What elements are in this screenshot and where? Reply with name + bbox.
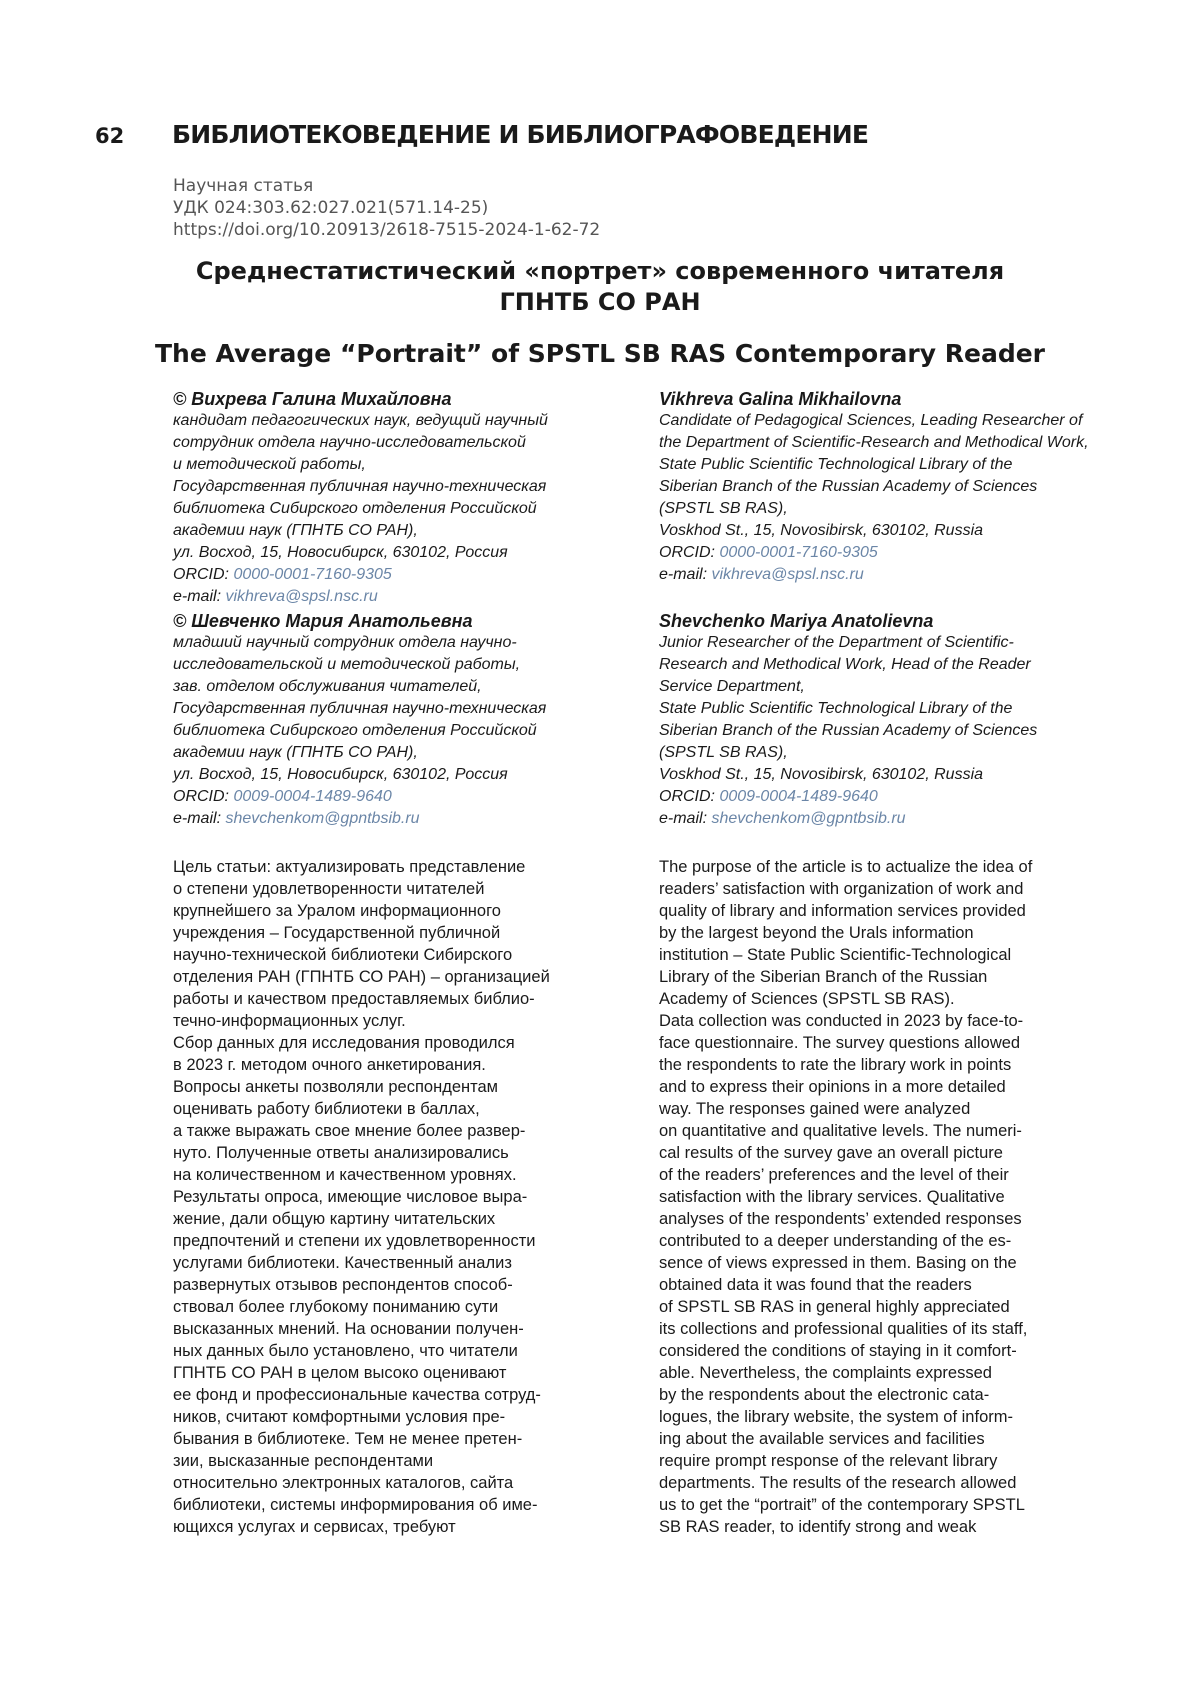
- abstract-line: ствовал более глубокому пониманию сути: [173, 1296, 618, 1318]
- author-email: [659, 564, 1109, 586]
- author-affiliation-line: (SPSTL SB RAS),: [659, 742, 1109, 764]
- author-affiliation-line: академии наук (ГПНТБ СО РАН),: [173, 742, 618, 764]
- author-affiliation-line: Research and Methodical Work, Head of the Reader: [659, 654, 1109, 676]
- abstract-line: SB RAS reader, to identify strong and weak: [659, 1516, 1109, 1538]
- orcid-label: ORCID:: [659, 544, 719, 561]
- abstract-line: бывания в библиотеке. Тем не менее претен-: [173, 1428, 618, 1450]
- abstract-line: satisfaction with the library services. Qualitative: [659, 1186, 1109, 1208]
- article-type: Научная статья: [173, 175, 600, 197]
- article-meta: [173, 175, 600, 241]
- author-affiliation-line: (SPSTL SB RAS),: [659, 498, 1109, 520]
- author-email: [659, 808, 1109, 830]
- abstract-line: о степени удовлетворенности читателей: [173, 878, 618, 900]
- author-affiliation-line: ул. Восход, 15, Новосибирск, 630102, Россия: [173, 764, 618, 786]
- abstract-line: institution – State Public Scientific-Technological: [659, 944, 1109, 966]
- abstract-line: зии, высказанные респондентами: [173, 1450, 618, 1472]
- author-affiliation-line: и методической работы,: [173, 454, 618, 476]
- abstract-line: в 2023 г. методом очного анкетирования.: [173, 1054, 618, 1076]
- title-ru-line-2: ГПНТБ СО РАН: [120, 287, 1080, 318]
- abstract-line: отделения РАН (ГПНТБ СО РАН) – организацией: [173, 966, 618, 988]
- abstract-line: учреждения – Государственной публичной: [173, 922, 618, 944]
- abstract-line: Цель статьи: актуализировать представление: [173, 856, 618, 878]
- abstract-line: analyses of the respondents’ extended responses: [659, 1208, 1109, 1230]
- email-label: e-mail:: [659, 566, 711, 583]
- author-affiliation-line: сотрудник отдела научно-исследовательской: [173, 432, 618, 454]
- abstract-line: on quantitative and qualitative levels. The numeri-: [659, 1120, 1109, 1142]
- orcid-label: ORCID:: [173, 566, 233, 583]
- author-affiliation-line: кандидат педагогических наук, ведущий научный: [173, 410, 618, 432]
- abstract-line: logues, the library website, the system of inform-: [659, 1406, 1109, 1428]
- author-affiliation-line: ул. Восход, 15, Новосибирск, 630102, Россия: [173, 542, 618, 564]
- email-link[interactable]: vikhreva@spsl.nsc.ru: [711, 566, 863, 583]
- abstract-line: obtained data it was found that the readers: [659, 1274, 1109, 1296]
- abstract-line: ющихся услугах и сервисах, требуют: [173, 1516, 618, 1538]
- author-affiliation-line: библиотека Сибирского отделения Российской: [173, 498, 618, 520]
- abstract-line: departments. The results of the research allowed: [659, 1472, 1109, 1494]
- email-link[interactable]: shevchenkom@gpntbsib.ru: [225, 810, 419, 827]
- author-email: [173, 586, 618, 608]
- abstract-line: развернутых отзывов респондентов способ-: [173, 1274, 618, 1296]
- udc-code: УДК 024:303.62:027.021(571.14-25): [173, 197, 600, 219]
- abstract-line: its collections and professional qualities of its staff,: [659, 1318, 1109, 1340]
- author-name: Vikhreva Galina Mikhailovna: [659, 388, 1109, 410]
- title-ru-line-1: Среднестатистический «портрет» современного читателя: [120, 256, 1080, 287]
- abstract-line: жение, дали общую картину читательских: [173, 1208, 618, 1230]
- author-affiliation-line: Candidate of Pedagogical Sciences, Leading Researcher of: [659, 410, 1109, 432]
- author-affiliation-line: Voskhod St., 15, Novosibirsk, 630102, Russia: [659, 520, 1109, 542]
- abstract-line: течно-информационных услуг.: [173, 1010, 618, 1032]
- abstract-line: require prompt response of the relevant library: [659, 1450, 1109, 1472]
- abstract-line: quality of library and information services provided: [659, 900, 1109, 922]
- page-number: 62: [95, 124, 124, 148]
- abstract-line: предпочтений и степени их удовлетворенности: [173, 1230, 618, 1252]
- author-affiliation-line: Государственная публичная научно-техническая: [173, 476, 618, 498]
- abstract-line: us to get the “portrait” of the contemporary SPSTL: [659, 1494, 1109, 1516]
- orcid-link[interactable]: 0009-0004-1489-9640: [719, 788, 877, 805]
- abstract-line: ее фонд и профессиональные качества сотруд-: [173, 1384, 618, 1406]
- abstract-line: крупнейшего за Уралом информационного: [173, 900, 618, 922]
- author-affiliation-line: State Public Scientific Technological Library of the: [659, 454, 1109, 476]
- abstract-line: sence of views expressed in them. Basing on the: [659, 1252, 1109, 1274]
- abstract-line: the respondents to rate the library work in points: [659, 1054, 1109, 1076]
- abstract-line: ing about the available services and facilities: [659, 1428, 1109, 1450]
- author-affiliation-line: State Public Scientific Technological Library of the: [659, 698, 1109, 720]
- abstract-en: [659, 856, 1109, 1538]
- author-orcid: [173, 786, 618, 808]
- abstract-line: considered the conditions of staying in it comfort-: [659, 1340, 1109, 1362]
- section-title: БИБЛИОТЕКОВЕДЕНИЕ И БИБЛИОГРАФОВЕДЕНИЕ: [172, 120, 868, 149]
- abstract-line: readers’ satisfaction with organization of work and: [659, 878, 1109, 900]
- article-title-ru: [120, 256, 1080, 318]
- abstract-line: научно-технической библиотеки Сибирского: [173, 944, 618, 966]
- abstract-line: and to express their opinions in a more detailed: [659, 1076, 1109, 1098]
- author-orcid: [659, 542, 1109, 564]
- orcid-link[interactable]: 0009-0004-1489-9640: [233, 788, 391, 805]
- orcid-label: ORCID:: [659, 788, 719, 805]
- author-affiliation-line: the Department of Scientific-Research and Methodical Work,: [659, 432, 1109, 454]
- abstract-line: а также выражать свое мнение более развер-: [173, 1120, 618, 1142]
- abstract-line: Library of the Siberian Branch of the Russian: [659, 966, 1109, 988]
- author-affiliation-line: библиотека Сибирского отделения Российской: [173, 720, 618, 742]
- abstract-line: by the respondents about the electronic cata-: [659, 1384, 1109, 1406]
- abstract-line: Academy of Sciences (SPSTL SB RAS).: [659, 988, 1109, 1010]
- author-affiliation-line: исследовательской и методической работы,: [173, 654, 618, 676]
- abstract-line: cal results of the survey gave an overall picture: [659, 1142, 1109, 1164]
- abstract-line: нуто. Полученные ответы анализировались: [173, 1142, 618, 1164]
- abstract-line: Результаты опроса, имеющие числовое выра-: [173, 1186, 618, 1208]
- abstract-line: работы и качеством предоставляемых библио-: [173, 988, 618, 1010]
- abstract-line: на количественном и качественном уровнях.: [173, 1164, 618, 1186]
- abstract-line: contributed to a deeper understanding of the es-: [659, 1230, 1109, 1252]
- email-label: e-mail:: [173, 810, 225, 827]
- orcid-link[interactable]: 0000-0001-7160-9305: [233, 566, 391, 583]
- abstract-line: way. The responses gained were analyzed: [659, 1098, 1109, 1120]
- email-label: e-mail:: [173, 588, 225, 605]
- abstract-line: высказанных мнений. На основании получен-: [173, 1318, 618, 1340]
- abstract-line: face questionnaire. The survey questions allowed: [659, 1032, 1109, 1054]
- abstract-line: able. Nevertheless, the complaints expressed: [659, 1362, 1109, 1384]
- author-affiliation-line: Государственная публичная научно-техническая: [173, 698, 618, 720]
- abstract-line: библиотеки, системы информирования об име-: [173, 1494, 618, 1516]
- author-affiliation-line: зав. отделом обслуживания читателей,: [173, 676, 618, 698]
- author-orcid: [659, 786, 1109, 808]
- abstract-line: Сбор данных для исследования проводился: [173, 1032, 618, 1054]
- abstract-line: относительно электронных каталогов, сайта: [173, 1472, 618, 1494]
- author-name: Shevchenko Mariya Anatolievna: [659, 610, 1109, 632]
- abstract-line: The purpose of the article is to actualize the idea of: [659, 856, 1109, 878]
- abstract-line: ГПНТБ СО РАН в целом высоко оценивают: [173, 1362, 618, 1384]
- author-affiliation-line: Siberian Branch of the Russian Academy of Sciences: [659, 720, 1109, 742]
- abstract-line: Вопросы анкеты позволяли респондентам: [173, 1076, 618, 1098]
- abstract-line: ных данных было установлено, что читатели: [173, 1340, 618, 1362]
- author-ru-1: [173, 388, 618, 608]
- abstract-line: Data collection was conducted in 2023 by face-to-: [659, 1010, 1109, 1032]
- doi-link[interactable]: https://doi.org/10.20913/2618-7515-2024-1-62-72: [173, 219, 600, 241]
- author-en-1: [659, 388, 1109, 586]
- abstract-line: оценивать работу библиотеки в баллах,: [173, 1098, 618, 1120]
- article-title-en: The Average “Portrait” of SPSTL SB RAS Contemporary Reader: [120, 338, 1080, 369]
- abstract-line: of the readers’ preferences and the level of their: [659, 1164, 1109, 1186]
- email-link[interactable]: vikhreva@spsl.nsc.ru: [225, 588, 377, 605]
- author-affiliation-line: академии наук (ГПНТБ СО РАН),: [173, 520, 618, 542]
- author-affiliation-line: Siberian Branch of the Russian Academy of Sciences: [659, 476, 1109, 498]
- author-affiliation-line: Voskhod St., 15, Novosibirsk, 630102, Russia: [659, 764, 1109, 786]
- abstract-line: услугами библиотеки. Качественный анализ: [173, 1252, 618, 1274]
- email-link[interactable]: shevchenkom@gpntbsib.ru: [711, 810, 905, 827]
- author-email: [173, 808, 618, 830]
- email-label: e-mail:: [659, 810, 711, 827]
- author-affiliation-line: Service Department,: [659, 676, 1109, 698]
- author-en-2: [659, 610, 1109, 830]
- abstract-line: of SPSTL SB RAS in general highly appreciated: [659, 1296, 1109, 1318]
- orcid-link[interactable]: 0000-0001-7160-9305: [719, 544, 877, 561]
- author-name: © Вихрева Галина Михайловна: [173, 388, 618, 410]
- author-affiliation-line: младший научный сотрудник отдела научно-: [173, 632, 618, 654]
- abstract-ru: [173, 856, 618, 1538]
- author-affiliation-line: Junior Researcher of the Department of Scientific-: [659, 632, 1109, 654]
- author-name: © Шевченко Мария Анатольевна: [173, 610, 618, 632]
- orcid-label: ORCID:: [173, 788, 233, 805]
- abstract-line: ников, считают комфортными условия пре-: [173, 1406, 618, 1428]
- abstract-line: by the largest beyond the Urals information: [659, 922, 1109, 944]
- author-orcid: [173, 564, 618, 586]
- author-ru-2: [173, 610, 618, 830]
